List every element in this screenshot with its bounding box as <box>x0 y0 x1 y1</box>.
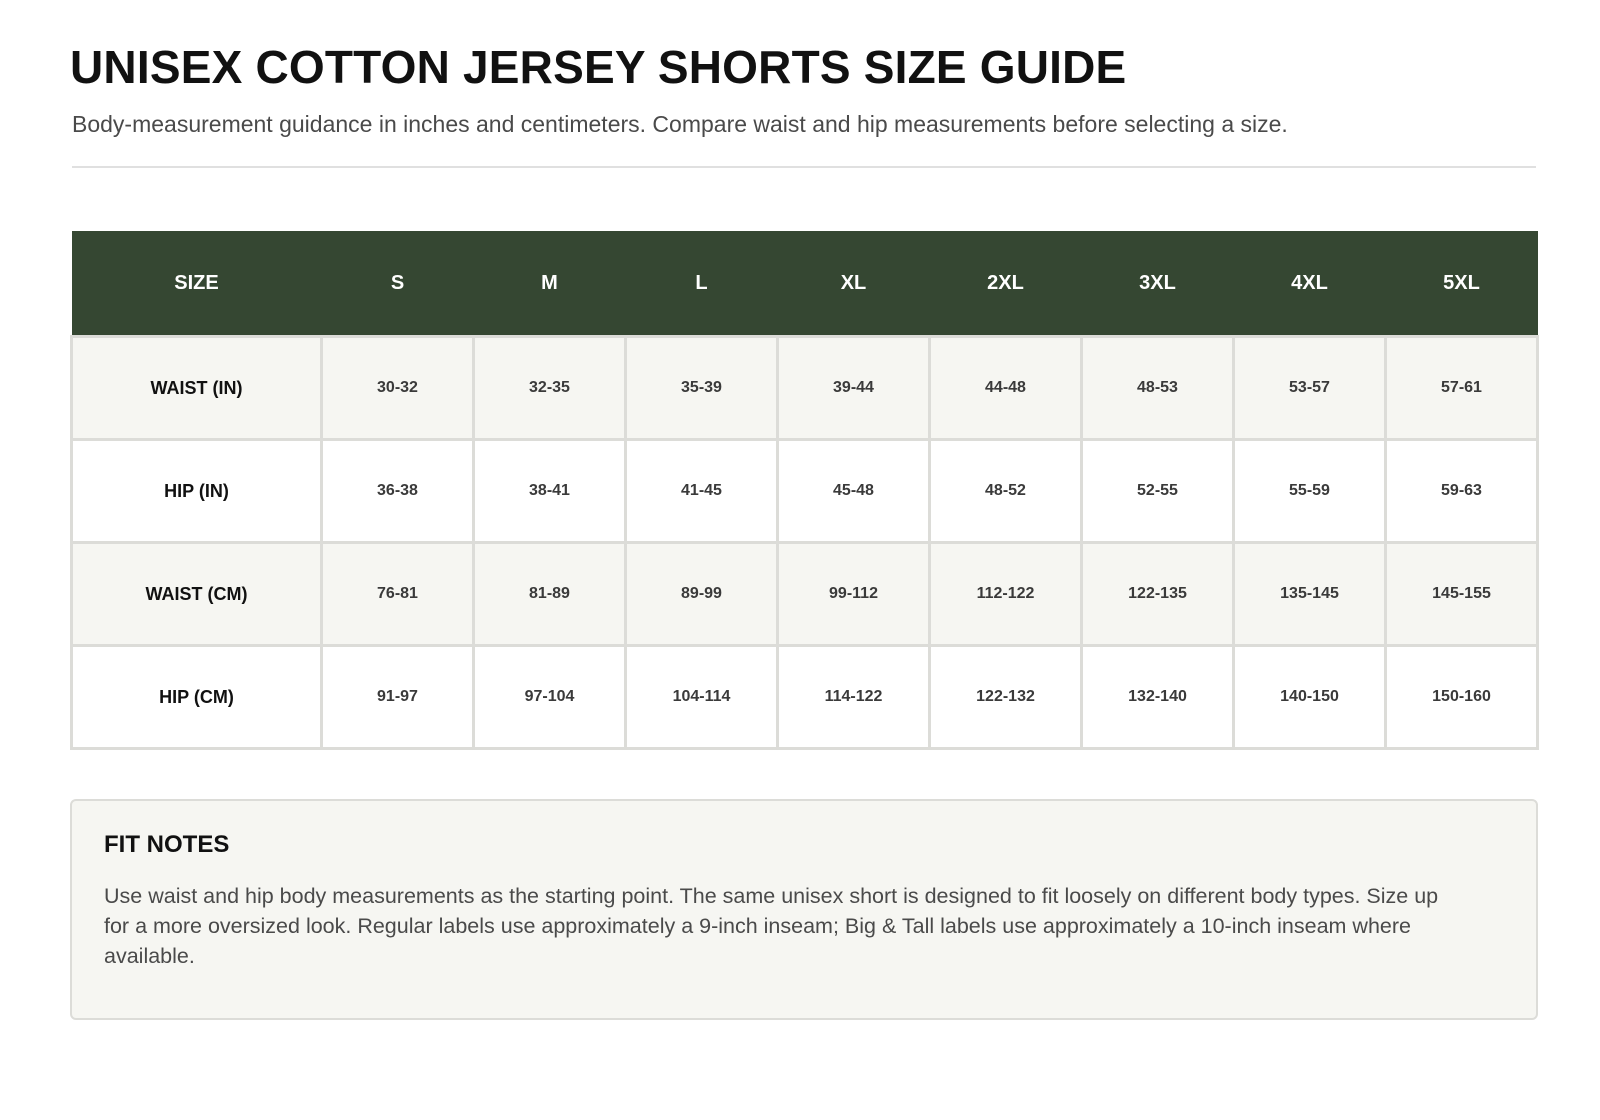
table-cell: 114-122 <box>778 646 930 749</box>
page-title: UNISEX COTTON JERSEY SHORTS SIZE GUIDE <box>70 41 1127 93</box>
table-cell: 145-155 <box>1386 543 1538 646</box>
table-row-hip-in <box>72 440 1538 543</box>
header-cell-m: M <box>474 231 626 337</box>
table-cell: 41-45 <box>626 440 778 543</box>
table-cell: 112-122 <box>930 543 1082 646</box>
table-cell: 35-39 <box>626 337 778 440</box>
table-cell: 104-114 <box>626 646 778 749</box>
table-cell: 99-112 <box>778 543 930 646</box>
header-cell-xl: XL <box>778 231 930 337</box>
table-cell: 140-150 <box>1234 646 1386 749</box>
header-cell-size: SIZE <box>72 231 322 337</box>
table-cell: 89-99 <box>626 543 778 646</box>
row-label: WAIST (IN) <box>72 337 322 440</box>
table-cell: 38-41 <box>474 440 626 543</box>
header-cell-2xl: 2XL <box>930 231 1082 337</box>
row-label: HIP (CM) <box>72 646 322 749</box>
table-cell: 39-44 <box>778 337 930 440</box>
header-cell-l: L <box>626 231 778 337</box>
table-cell: 81-89 <box>474 543 626 646</box>
header-cell-3xl: 3XL <box>1082 231 1234 337</box>
row-label: HIP (IN) <box>72 440 322 543</box>
page-subtitle: Body-measurement guidance in inches and centimeters. Compare waist and hip measurements before selecting a size. <box>72 111 1288 137</box>
header-cell-s: S <box>322 231 474 337</box>
row-label: WAIST (CM) <box>72 543 322 646</box>
table-cell: 48-53 <box>1082 337 1234 440</box>
table-header-row <box>72 231 1538 337</box>
table-row-waist-cm <box>72 543 1538 646</box>
table-row-hip-cm <box>72 646 1538 749</box>
table-cell: 48-52 <box>930 440 1082 543</box>
table-cell: 32-35 <box>474 337 626 440</box>
fit-notes-heading: FIT NOTES <box>104 831 230 858</box>
table-cell: 76-81 <box>322 543 474 646</box>
size-chart-table <box>70 231 1539 750</box>
table-cell: 132-140 <box>1082 646 1234 749</box>
table-cell: 57-61 <box>1386 337 1538 440</box>
table-cell: 97-104 <box>474 646 626 749</box>
fit-notes-body: Use waist and hip body measurements as the starting point. The same unisex short is designed to fit loosely on different body types. Size up for a more oversized look. Regular labels use approximately a 9-inch inseam; Big & Tall labels use approximately a 10-inch inseam where available. <box>104 884 1439 968</box>
table-row-waist-in <box>72 337 1538 440</box>
table-cell: 36-38 <box>322 440 474 543</box>
table-cell: 122-132 <box>930 646 1082 749</box>
header-cell-5xl: 5XL <box>1386 231 1538 337</box>
table-cell: 55-59 <box>1234 440 1386 543</box>
table-cell: 45-48 <box>778 440 930 543</box>
table-cell: 44-48 <box>930 337 1082 440</box>
table-cell: 30-32 <box>322 337 474 440</box>
table-cell: 91-97 <box>322 646 474 749</box>
header-divider <box>72 166 1536 168</box>
header-cell-4xl: 4XL <box>1234 231 1386 337</box>
table-cell: 52-55 <box>1082 440 1234 543</box>
table-cell: 135-145 <box>1234 543 1386 646</box>
table-cell: 150-160 <box>1386 646 1538 749</box>
table-cell: 53-57 <box>1234 337 1386 440</box>
table-cell: 122-135 <box>1082 543 1234 646</box>
fit-notes-panel <box>70 799 1538 1020</box>
table-cell: 59-63 <box>1386 440 1538 543</box>
